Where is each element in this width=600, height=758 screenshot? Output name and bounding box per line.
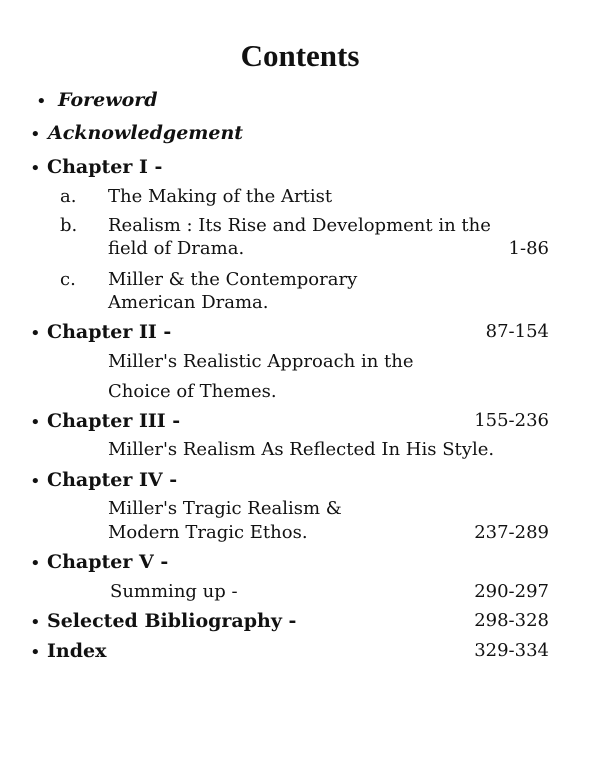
sub-item-marker: b.: [60, 215, 78, 236]
sub-item-text: Realism : Its Rise and Development in the: [108, 215, 491, 236]
chapter-description: Summing up -: [110, 581, 238, 602]
bullet-icon: •: [30, 412, 41, 433]
bullet-icon: •: [30, 471, 41, 492]
sub-item-marker: a.: [60, 186, 77, 207]
toc-entry-chapter-4: Chapter IV -: [47, 469, 178, 491]
sub-item-text: American Drama.: [108, 292, 269, 313]
page-range: 298-328: [474, 610, 549, 631]
page-range: 329-334: [474, 640, 549, 661]
bullet-icon: •: [30, 642, 41, 663]
toc-entry-chapter-3: Chapter III -: [47, 410, 181, 432]
page-title: Contents: [240, 38, 360, 73]
bullet-icon: •: [30, 124, 41, 145]
chapter-description: Modern Tragic Ethos.: [108, 522, 308, 543]
sub-item-text: The Making of the Artist: [108, 186, 333, 207]
toc-entry-chapter-2: Chapter II -: [47, 321, 172, 343]
chapter-description: Choice of Themes.: [108, 381, 277, 402]
chapter-description: Miller's Realistic Approach in the: [108, 351, 414, 372]
page-range: 155-236: [474, 410, 549, 431]
page-range: 237-289: [474, 522, 549, 543]
page-range: 1-86: [508, 238, 549, 259]
toc-entry-foreword: Foreword: [58, 89, 158, 111]
bullet-icon: •: [30, 612, 41, 633]
bullet-icon: •: [30, 553, 41, 574]
sub-item-marker: c.: [60, 269, 76, 290]
chapter-description: Miller's Tragic Realism &: [108, 498, 342, 519]
bullet-icon: •: [36, 91, 47, 112]
chapter-description: Miller's Realism As Reflected In His Style.: [108, 439, 495, 460]
toc-entry-chapter-5: Chapter V -: [47, 551, 169, 573]
sub-item-text: Miller & the Contemporary: [108, 269, 358, 290]
page-range: 290-297: [474, 581, 549, 602]
toc-entry-bibliography: Selected Bibliography -: [47, 610, 297, 632]
toc-entry-chapter-1: Chapter I -: [47, 156, 163, 178]
page-range: 87-154: [485, 321, 549, 342]
toc-entry-index: Index: [47, 640, 107, 662]
toc-entry-acknowledgement: Acknowledgement: [48, 122, 244, 144]
bullet-icon: •: [30, 158, 41, 179]
sub-item-text: field of Drama.: [108, 238, 245, 259]
bullet-icon: •: [30, 323, 41, 344]
